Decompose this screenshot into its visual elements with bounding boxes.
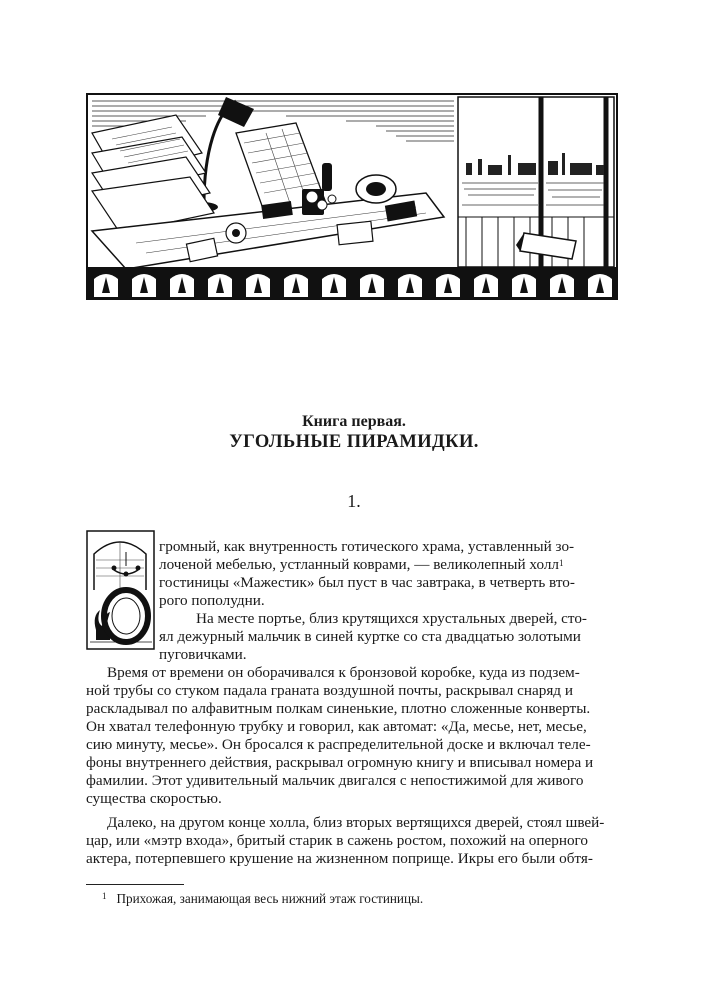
text-line: фоны внутреннего действия, раскрывал огромную книгу и вписывал номера и <box>86 754 594 771</box>
book-kicker: Книга первая. <box>302 413 406 430</box>
text-line: гостиницы «Мажестик» был пуст в час завтрака, в четверть вто- <box>159 574 575 591</box>
footnote-reference[interactable]: 1 <box>559 558 564 568</box>
text-line <box>159 556 564 574</box>
book-title: УГОЛЬНЫЕ ПИРАМИДКИ. <box>229 432 479 452</box>
text-line: актера, потерпевшего крушение на жизненном поприще. Икры его были обтя- <box>86 850 593 867</box>
footnote-text: Прихожая, занимающая весь нижний этаж гостиницы. <box>116 891 424 906</box>
text-line: существа скоростью. <box>86 790 222 807</box>
footnote-mark: 1 <box>102 891 107 901</box>
text-line: ял дежурный мальчик в синей куртке со ста двадцатью золотыми <box>159 628 581 645</box>
text-line: Он хватал телефонную трубку и говорил, как автомат: «Да, месье, нет, месье, <box>86 718 587 735</box>
dropcap-o-illustration <box>86 530 155 650</box>
text-line: раскладывал по алфавитным полкам синенькие, плотно сложенные конверты. <box>86 700 591 717</box>
text-line: ной трубы со стуком падала граната воздушной почты, раскрывал снаряд и <box>86 682 573 699</box>
text-line: На месте портье, близ крутящихся хрустальных дверей, сто- <box>196 610 587 627</box>
text-line: цар, или «мэтр входа», бритый старик в сажень ростом, похожий на оперного <box>86 832 589 849</box>
text-line: громный, как внутренность готического храма, уставленный зо- <box>159 538 575 555</box>
text-line: рого пополудни. <box>159 592 265 609</box>
chapter-number: 1. <box>347 491 361 511</box>
text-line: фамилии. Этот удивительный мальчик двигался с непостижимой для живого <box>86 772 584 789</box>
text-line: пуговичками. <box>159 646 247 663</box>
footnote <box>102 891 423 907</box>
text-line: сию минуту, месье». Он бросался к распределительной доске и включал теле- <box>86 736 591 753</box>
header-engraving <box>86 93 618 300</box>
text-line-content: лоченой мебелью, устланный коврами, — великолепный холл <box>159 556 559 573</box>
text-line: Далеко, на другом конце холла, близ вторых вертящихся дверей, стоял швей- <box>107 814 605 831</box>
footnote-divider <box>86 884 184 885</box>
text-line: Время от времени он оборачивался к бронзовой коробке, куда из подзем- <box>107 664 580 681</box>
